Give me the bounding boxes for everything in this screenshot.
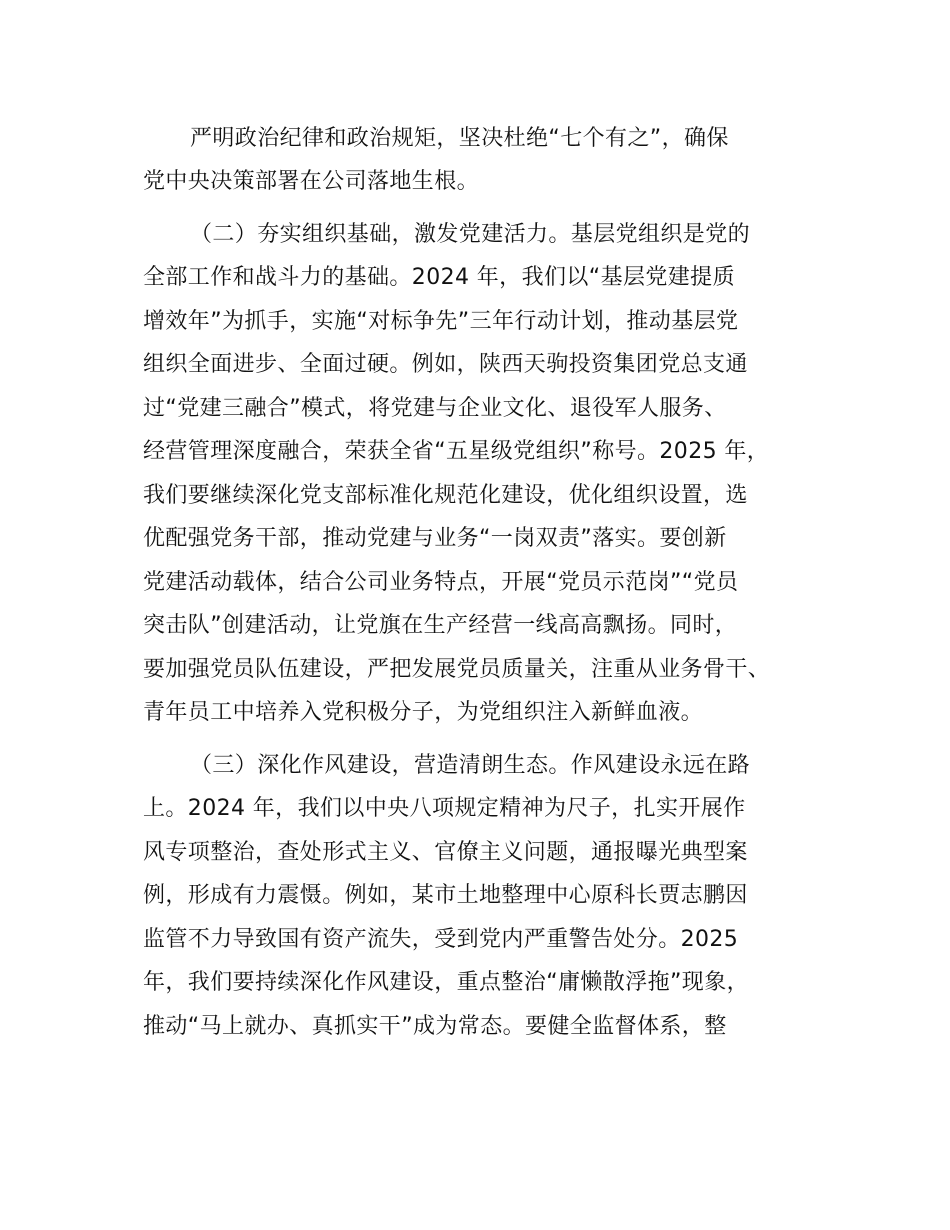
text-line: 突击队”创建活动，让党旗在生产经营一线高高飘扬。同时， xyxy=(143,613,738,638)
section-heading-line: （三）深化作风建设，营造清朗生态。作风建设永远在路 xyxy=(190,753,751,778)
text-line: 推动“马上就办、真抓实干”成为常态。要健全监督体系，整 xyxy=(143,1014,727,1039)
text-line: 党建活动载体，结合公司业务特点，开展“党员示范岗”“党员 xyxy=(143,570,739,595)
text-line: 上。2024 年，我们以中央八项规定精神为尺子，扎实开展作 xyxy=(143,796,746,821)
text-line: 风专项整治，查处形式主义、官僚主义问题，通报曝光典型案 xyxy=(143,840,748,865)
text-line: 全部工作和战斗力的基础。2024 年，我们以“基层党建提质 xyxy=(143,265,735,290)
text-line: 组织全面进步、全面过硬。例如，陕西天驹投资集团党总支通 xyxy=(143,352,748,377)
text-line: 我们要继续深化党支部标准化规范化建设，优化组织设置，选 xyxy=(143,483,748,508)
text-line: 过“党建三融合”模式，将党建与企业文化、退役军人服务、 xyxy=(143,396,727,421)
section-heading-line: （二）夯实组织基础，激发党建活力。基层党组织是党的 xyxy=(190,222,751,247)
text-line: 增效年”为抓手，实施“对标争先”三年行动计划，推动基层党 xyxy=(143,309,739,334)
text-line: 严明政治纪律和政治规矩，坚决杜绝“七个有之”，确保 xyxy=(190,126,729,151)
text-line: 监管不力导致国有资产流失，受到党内严重警告处分。2025 xyxy=(143,927,739,952)
text-line: 要加强党员队伍建设，严把发展党员质量关，注重从业务骨干、 xyxy=(143,657,771,682)
text-line: 经营管理深度融合，荣获全省“五星级党组织”称号。2025 年， xyxy=(143,439,770,464)
text-line: 年，我们要持续深化作风建设，重点整治“庸懒散浮拖”现象， xyxy=(143,970,749,995)
text-line: 优配强党务干部，推动党建与业务“一岗双责”落实。要创新 xyxy=(143,526,727,551)
text-line: 例，形成有力震慑。例如，某市土地整理中心原科长贾志鹏因 xyxy=(143,883,748,908)
text-line: 青年员工中培养入党积极分子，为党组织注入新鲜血液。 xyxy=(143,700,704,725)
text-line: 党中央决策部署在公司落地生根。 xyxy=(143,169,480,194)
